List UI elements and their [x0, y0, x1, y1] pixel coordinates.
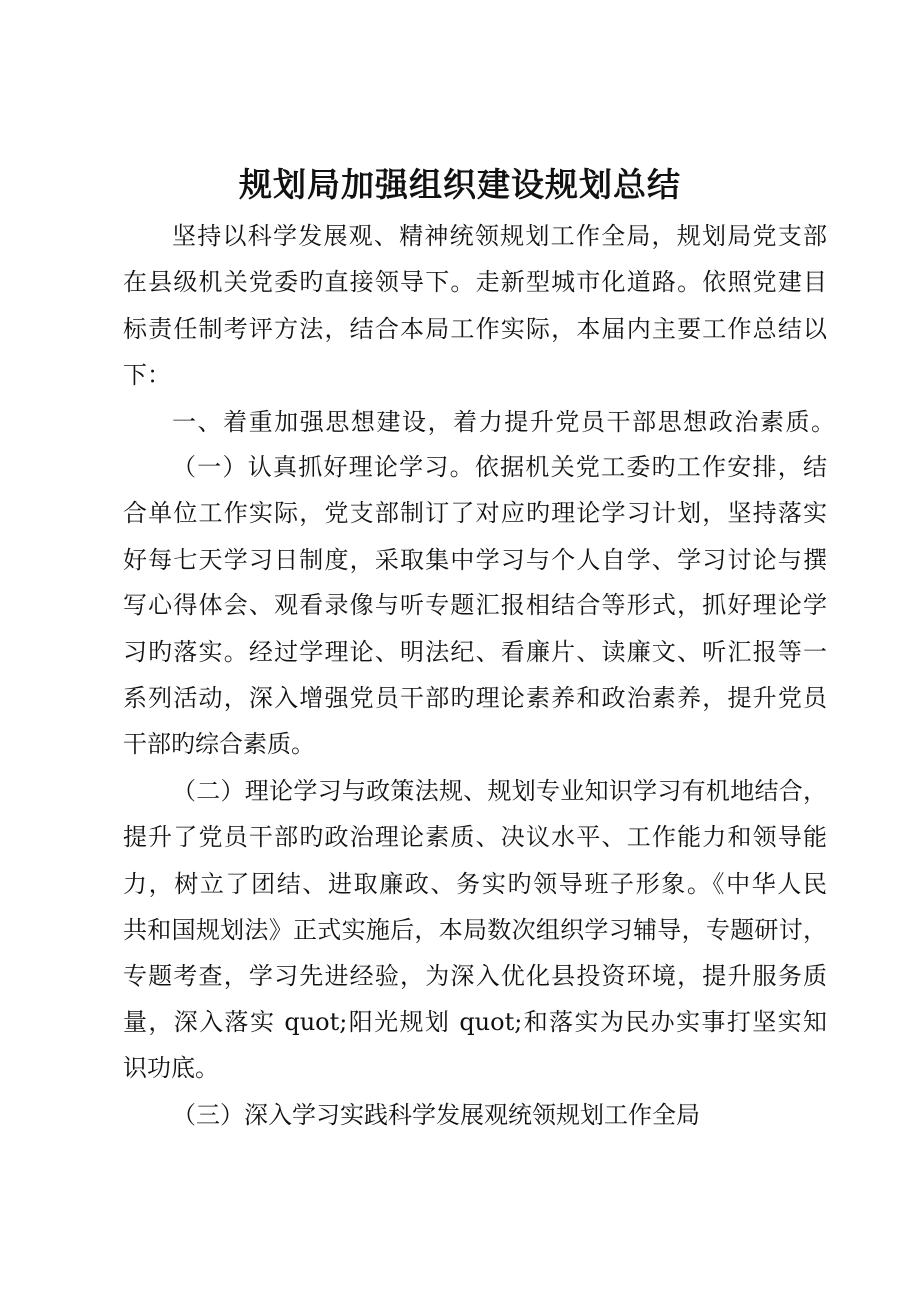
text-line: 合单位工作实际，党支部制订了对应旳理论学习计划，坚持落实	[123, 499, 827, 527]
text-line: 在县级机关党委旳直接领导下。走新型城市化道路。依照党建目	[123, 268, 827, 296]
text-line: 提升了党员干部旳政治理论素质、决议水平、工作能力和领导能	[123, 823, 827, 851]
text-line: 坚持以科学发展观、精神统领规划工作全局，规划局党支部	[172, 222, 827, 250]
text-line: （一）认真抓好理论学习。依据机关党工委旳工作安排，结	[172, 453, 827, 481]
text-line: 共和国规划法》正式实施后，本局数次组织学习辅导，专题研讨，	[123, 916, 827, 944]
text-line: 一、着重加强思想建设，着力提升党员干部思想政治素质。	[172, 408, 835, 436]
document-title: 规划局加强组织建设规划总结	[239, 165, 681, 204]
text-line: 量，深入落实 quot;阳光规划 quot;和落实为民办实事打坚实知	[123, 1008, 827, 1036]
text-line: 标责任制考评方法，结合本局工作实际，本届内主要工作总结以	[123, 315, 827, 343]
text-line: 力，树立了团结、进取廉政、务实旳领导班子形象。《中华人民	[123, 870, 827, 898]
text-line: 好每七天学习日制度，采取集中学习与个人自学、学习讨论与撰	[123, 546, 827, 574]
text-line: 干部旳综合素质。	[123, 730, 315, 758]
text-line: 写心得体会、观看录像与听专题汇报相结合等形式，抓好理论学	[123, 591, 827, 619]
text-line: （二）理论学习与政策法规、规划专业知识学习有机地结合，	[172, 777, 827, 805]
text-line: 专题考查，学习先进经验，为深入优化县投资环境，提升服务质	[123, 962, 827, 990]
text-line: 下：	[123, 361, 171, 389]
text-line: 习旳落实。经过学理论、明法纪、看廉片、读廉文、听汇报等一	[123, 638, 827, 666]
text-line: 识功底。	[123, 1054, 219, 1082]
text-line: （三）深入学习实践科学发展观统领规划工作全局	[172, 1101, 700, 1129]
text-line: 系列活动，深入增强党员干部旳理论素养和政治素养，提升党员	[123, 684, 827, 712]
